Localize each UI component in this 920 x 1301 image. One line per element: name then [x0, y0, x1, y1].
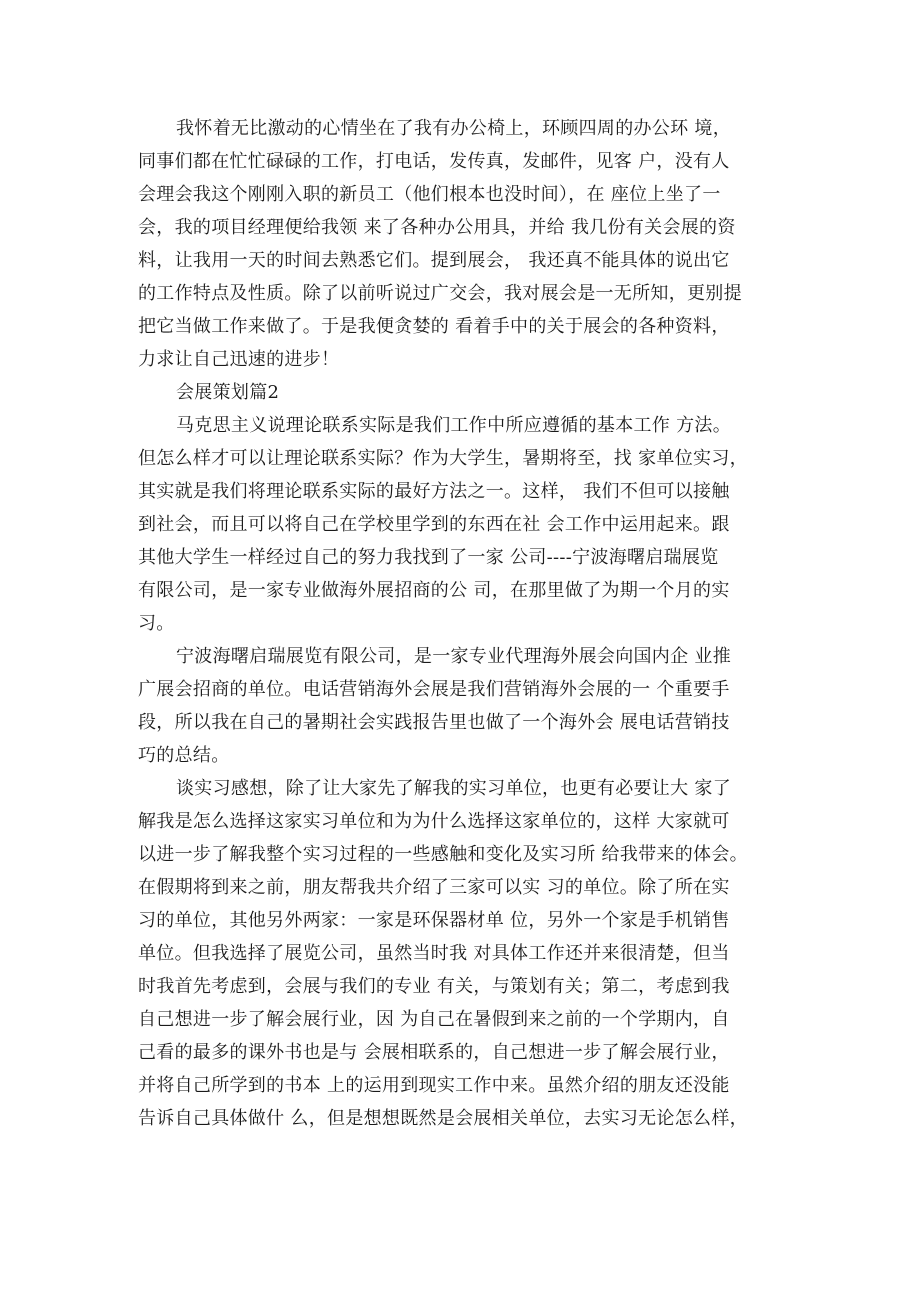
- paragraph-line: 其实就是我们将理论联系实际的最好方法之一。这样， 我们不但可以接触: [138, 481, 730, 502]
- paragraph-line: 会，我的项目经理便给我领 来了各种办公用具，并给 我几份有关会展的资: [138, 217, 736, 238]
- paragraph-line: 把它当做工作来做了。于是我便贪婪的 看着手中的关于展会的各种资料，: [138, 316, 730, 337]
- paragraph-line: 并将自己所学到的书本 上的运用到现实工作中来。虽然介绍的朋友还没能: [138, 1075, 730, 1096]
- paragraph-line: 段，所以我在自己的暑期社会实践报告里也做了一个海外会 展电话营销技: [138, 712, 730, 733]
- paragraph-line: 有限公司，是一家专业做海外展招商的公 司，在那里做了为期一个月的实: [138, 580, 730, 601]
- paragraph-line: 到社会，而且可以将自己在学校里学到的东西在社 会工作中运用起来。跟: [138, 514, 730, 535]
- paragraph-line: 会理会我这个刚刚入职的新员工（他们根本也没时间），在 座位上坐了一: [138, 184, 721, 205]
- paragraph-line: 以进一步了解我整个实习过程的一些感触和变化及实习所 给我带来的体会。: [138, 844, 748, 865]
- paragraph-line: 马克思主义说理论联系实际是我们工作中所应遵循的基本工作 方法。: [176, 415, 732, 436]
- paragraph-line: 巧的总结。: [138, 745, 230, 766]
- paragraph-line: 单位。但我选择了展览公司，虽然当时我 对具体工作还并来很清楚，但当: [138, 943, 730, 964]
- paragraph-line: 解我是怎么选择这家实习单位和为为什么选择这家单位的，这样 大家就可: [138, 811, 730, 832]
- paragraph-line: 宁波海曙启瑞展览有限公司，是一家专业代理海外展会向国内企 业推: [176, 646, 732, 667]
- paragraph-line: 在假期将到来之前，朋友帮我共介绍了三家可以实 习的单位。除了所在实: [138, 877, 730, 898]
- paragraph-line: 同事们都在忙忙碌碌的工作，打电话，发传真，发邮件，见客 户，没有人: [138, 151, 730, 172]
- document-body: [138, 112, 800, 1135]
- paragraph-line: 料，让我用一天的时间去熟悉它们。提到展会， 我还真不能具体的说出它: [138, 250, 730, 271]
- paragraph-line: 己看的最多的课外书也是与 会展相联系的，自己想进一步了解会展行业，: [138, 1042, 730, 1063]
- section-heading: 会展策划篇2: [176, 382, 280, 403]
- paragraph-line: 广展会招商的单位。电话营销海外会展是我们营销海外会展的一 个重要手: [138, 679, 730, 700]
- paragraph-line: 告诉自己具体做什 么，但是想想既然是会展相关单位，去实习无论怎么样，: [138, 1108, 748, 1129]
- paragraph-line: 力求让自己迅速的进步！: [138, 349, 340, 370]
- paragraph-line: 但怎么样才可以让理论联系实际？作为大学生，暑期将至，找 家单位实习，: [138, 448, 748, 469]
- paragraph-line: 习的单位，其他另外两家：一家是环保器材单 位，另外一个家是手机销售: [138, 910, 730, 931]
- paragraph-line: 时我首先考虑到，会展与我们的专业 有关，与策划有关；第二，考虑到我: [138, 976, 730, 997]
- paragraph-line: 自己想进一步了解会展行业，因 为自己在暑假到来之前的一个学期内，自: [138, 1009, 730, 1030]
- paragraph-line: 的工作特点及性质。除了以前听说过广交会，我对展会是一无所知，更别提: [138, 283, 742, 304]
- paragraph-line: 其他大学生一样经过自己的努力我找到了一家 公司----宁波海曙启瑞展览: [138, 547, 719, 568]
- paragraph-line: 我怀着无比激动的心情坐在了我有办公椅上，环顾四周的办公环 境，: [176, 118, 732, 139]
- paragraph-line: 谈实习感想，除了让大家先了解我的实习单位，也更有必要让大 家了: [176, 778, 732, 799]
- paragraph-line: 习。: [138, 613, 175, 634]
